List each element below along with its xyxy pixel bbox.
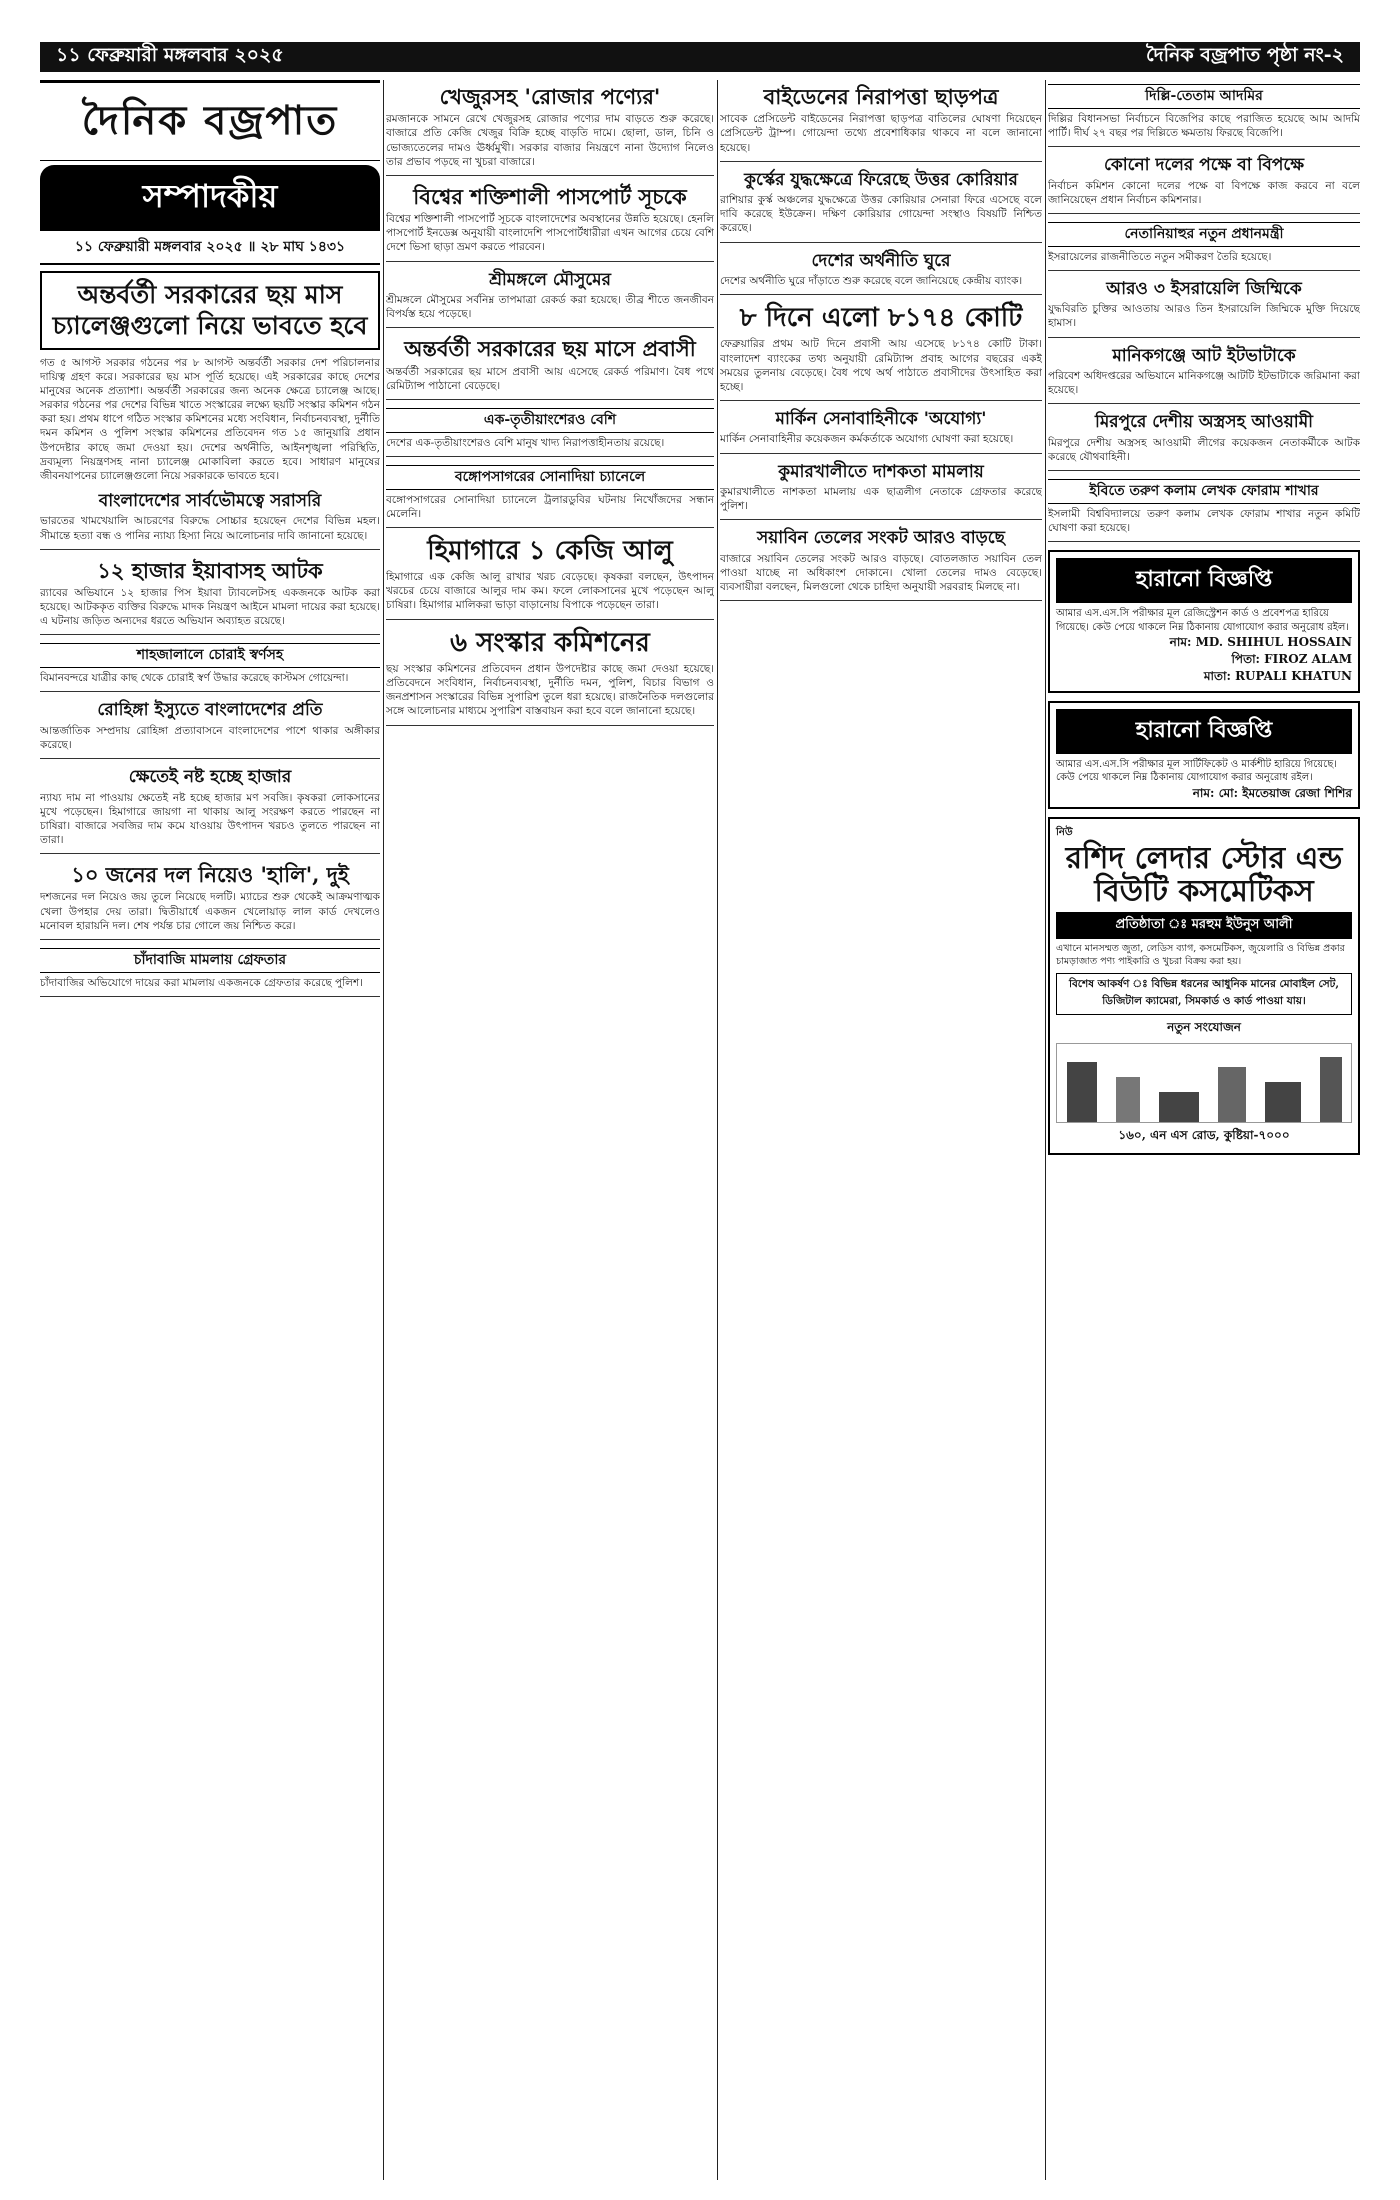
lost-notice-owner: নাম: MD. SHIHUL HOSSAIN: [1169, 635, 1352, 650]
article-headline: সয়াবিন তেলের সংকট আরও বাড়ছে: [757, 528, 1005, 549]
article-separator: [40, 691, 380, 692]
article-separator: [40, 549, 380, 550]
article-headline: ৬ সংস্কার কমিশনের: [450, 627, 650, 658]
article-headline: নেতানিয়াহুর নতুন প্রধানমন্ত্রী: [1048, 222, 1360, 247]
article-body: অন্তর্বর্তী সরকারের ছয় মাসে প্রবাসী আয় এসেছে রেকর্ড পরিমাণ। বৈধ পথে রেমিট্যান্স পাঠানো বেড়েছে।: [386, 365, 714, 392]
article-separator: [1048, 470, 1360, 471]
column-3: [720, 80, 1042, 2180]
product-image: [1116, 1077, 1140, 1122]
column-1-articles: [40, 491, 380, 997]
article-body: রমজানকে সামনে রেখে খেজুরসহ রোজার পণ্যের দাম বাড়তে শুরু করেছে। বাজারে প্রতি কেজি খেজুর বিক্রি হচ্ছে বাড়তি দামে। ছোলা, ডাল, চিনি ও ভোজ্যতেলের দামও ঊর্ধ্বমুখী। সরকার বাজার নিয়ন্ত্রণে নানা উদ্যোগ নিলেও তার প্রভাব পড়ছে না খুচরা বাজারে।: [386, 113, 714, 168]
article-body: ন্যায্য দাম না পাওয়ায় ক্ষেতেই নষ্ট হচ্ছে হাজার মণ সবজি। কৃষকরা লোকসানের মুখে পড়েছেন। হিমাগারে জায়গা না থাকায় আলু সংরক্ষণ করতে পারছেন না চাষিরা। বাজারে সবজির দাম কমে যাওয়ায় উৎপাদন খরচও তুলতে পারছেন না তারা।: [40, 791, 380, 847]
editorial-banner: সম্পাদকীয়: [40, 165, 380, 231]
news-article: [40, 948, 380, 997]
article-separator: [386, 261, 714, 262]
article-headline: ৮ দিনে এলো ৮১৭৪ কোটি: [739, 303, 1023, 334]
article-body: র‍্যাবের অভিযানে ১২ হাজার পিস ইয়াবা ট্যাবলেটসহ একজনকে আটক করা হয়েছে। আটককৃত ব্যক্তির বিরুদ্ধে মাদক নিয়ন্ত্রণ আইনে মামলা দায়ের করা হয়েছে। এ ঘটনায় জড়িত অন্যদের ধরতে অভিযান অব্যাহত রয়েছে।: [40, 586, 380, 628]
article-headline: মার্কিন সেনাবাহিনীকে 'অযোগ্য': [775, 409, 987, 430]
top-bar-page: দৈনিক বজ্রপাত পৃষ্ঠা নং-২: [1145, 44, 1344, 66]
article-headline: ১০ জনের দল নিয়েও 'হালি', দুই: [71, 862, 349, 888]
lost-notice: [1048, 550, 1360, 692]
article-separator: [1048, 213, 1360, 214]
article-headline: দিল্লি-তেতাম আদমির: [1048, 84, 1360, 109]
article-headline: শ্রীমঙ্গলে মৌসুমের: [489, 269, 611, 290]
news-article: [720, 528, 1042, 601]
article-separator: [720, 400, 1042, 401]
lost-notice-owner: পিতা: FIROZ ALAM: [1231, 651, 1352, 666]
product-image: [1218, 1067, 1246, 1122]
article-body: যুদ্ধবিরতি চুক্তির আওতায় আরও তিন ইসরায়েলি জিম্মিকে মুক্তি দিয়েছে হামাস।: [1048, 303, 1360, 330]
article-body: বঙ্গোপসাগরের সোনাদিয়া চ্যানেলে ট্রলারডুবির ঘটনায় নিখোঁজদের সন্ধান মেলেনি।: [386, 493, 714, 520]
article-headline: হিমাগারে ১ কেজি আলু: [427, 535, 673, 566]
article-separator: [720, 453, 1042, 454]
article-body: হিমাগারে এক কেজি আলু রাখার খরচ বেড়েছে। কৃষকরা বলছেন, উৎপাদন খরচের চেয়ে বাজারে আলুর দাম কম। ফলে লোকসানের মুখে পড়েছেন আলু চাষিরা। হিমাগার মালিকরা ভাড়া বাড়ানোয় বিপাকে পড়েছেন তারা।: [386, 571, 714, 612]
article-body: দেশের অর্থনীতি ঘুরে দাঁড়াতে শুরু করেছে বলে জানিয়েছে কেন্দ্রীয় ব্যাংক।: [720, 275, 1023, 287]
lost-notice-body: আমার এস.এস.সি পরীক্ষার মূল সার্টিফিকেট ও মার্কশীট হারিয়ে গিয়েছে। কেউ পেয়ে থাকলে নিম্ন ঠিকানায় যোগাযোগ করার অনুরোধ রইল।: [1056, 758, 1337, 784]
news-article: [40, 643, 380, 692]
article-separator: [386, 725, 714, 726]
lost-notices: [1048, 550, 1360, 809]
news-article: [720, 303, 1042, 401]
shop-founder: প্রতিষ্ঠাতা ঃ মরহুম ইউনুস আলী: [1056, 912, 1352, 939]
article-headline: মিরপুরে দেশীয় অস্ত্রসহ আওয়ামী: [1094, 412, 1314, 433]
article-headline: অন্তর্বর্তী সরকারের ছয় মাসে প্রবাসী: [404, 336, 696, 362]
article-headline: কোনো দলের পক্ষে বা বিপক্ষে: [1103, 155, 1305, 176]
news-article: [386, 336, 714, 400]
news-article: [720, 170, 1042, 243]
product-image: [1067, 1062, 1097, 1122]
news-article: [386, 184, 714, 262]
article-separator: [720, 600, 1042, 601]
article-separator: [386, 399, 714, 400]
article-separator: [386, 619, 714, 620]
article-separator: [386, 175, 714, 176]
article-separator: [386, 327, 714, 328]
article-body: ইসলামী বিশ্ববিদ্যালয়ে তরুণ কলাম লেখক ফোরাম শাখার নতুন কমিটি ঘোষণা করা হয়েছে।: [1048, 507, 1360, 535]
lead-headline: অন্তর্বর্তী সরকারের ছয় মাস চ্যালেঞ্জগুলো নিয়ে ভাবতে হবে: [40, 271, 380, 350]
lost-notice-owner: মাতা: RUPALI KHATUN: [1203, 668, 1352, 683]
news-article: [386, 465, 714, 528]
shop-advertisement: [1048, 817, 1360, 1155]
article-headline: বাইডেনের নিরাপত্তা ছাড়পত্র: [763, 84, 999, 109]
article-body: নির্বাচন কমিশন কোনো দলের পক্ষে বা বিপক্ষে কাজ করবে না বলে জানিয়েছেন প্রধান নির্বাচন কমিশনার।: [1048, 179, 1360, 206]
editorial-dateline: ১১ ফেব্রুয়ারী মঙ্গলবার ২০২৫ ॥ ২৮ মাঘ ১৪৩১: [40, 231, 380, 265]
article-headline: কুমারখালীতে দাশকতা মামলায়: [778, 461, 984, 482]
article-separator: [720, 242, 1042, 243]
article-body: সাবেক প্রেসিডেন্ট বাইডেনের নিরাপত্তা ছাড়পত্র বাতিলের ঘোষণা দিয়েছেন প্রেসিডেন্ট ট্রাম্প। গোয়েন্দা তথ্যে প্রবেশাধিকার থাকবে না বলে জানানো হয়েছে।: [720, 113, 1042, 154]
article-separator: [40, 634, 380, 635]
article-separator: [1048, 146, 1360, 147]
article-body: পরিবেশ অধিদপ্তরের অভিযানে মানিকগঞ্জে আটটি ইটভাটাকে জরিমানা করা হয়েছে।: [1048, 369, 1360, 397]
column-4: [1048, 80, 1360, 2180]
article-separator: [720, 294, 1042, 295]
article-body: দশজনের দল নিয়েও জয় তুলে নিয়েছে দলটি। ম্যাচের শুরু থেকেই আক্রমণাত্মক খেলা উপহার দেয় তারা। দ্বিতীয়ার্ধে একজন খেলোয়াড় লাল কার্ড দেখলেও মনোবল হারায়নি দল। শেষ পর্যন্ত চার গোলে জয় নিশ্চিত করে।: [40, 891, 380, 932]
article-separator: [1048, 270, 1360, 271]
article-body: মার্কিন সেনাবাহিনীর কয়েকজন কর্মকর্তাকে অযোগ্য ঘোষণা করা হয়েছে।: [720, 433, 1014, 446]
article-separator: [720, 161, 1042, 162]
article-body: ফেব্রুয়ারির প্রথম আট দিনে প্রবাসী আয় এসেছে ৮১৭৪ কোটি টাকা। বাংলাদেশ ব্যাংকের তথ্য অনুযায়ী রেমিট্যান্স প্রবাহ আগের বছরের একই সময়ের তুলনায় বেড়েছে। বৈধ পথে অর্থ পাঠাতে প্রবাসীদের উৎসাহিত করা হচ্ছে।: [720, 338, 1042, 393]
news-article: [1048, 479, 1360, 542]
article-separator: [386, 456, 714, 457]
article-body: দিল্লির বিধানসভা নির্বাচনে বিজেপির কাছে পরাজিত হয়েছে আম আদমি পার্টি। দীর্ঘ ২৭ বছর পর দিল্লিতে ক্ষমতায় ফিরছে বিজেপি।: [1048, 112, 1360, 139]
column-divider: [717, 80, 718, 2180]
article-headline: ১২ হাজার ইয়াবাসহ আটক: [97, 557, 323, 583]
article-headline: ক্ষেতেই নষ্ট হচ্ছে হাজার: [128, 767, 292, 788]
lost-notice: [1048, 701, 1360, 810]
article-separator: [1048, 337, 1360, 338]
article-headline: বিশ্বের শক্তিশালী পাসপোর্ট সূচকে: [413, 183, 687, 209]
news-article: [1048, 346, 1360, 405]
article-headline: খেজুরসহ 'রোজার পণ্যের': [439, 84, 661, 109]
news-article: [386, 270, 714, 329]
article-headline: চাঁদাবাজি মামলায় গ্রেফতার: [40, 948, 380, 973]
product-image: [1159, 1092, 1199, 1122]
column-4-articles: [1048, 84, 1360, 542]
news-article: [1048, 155, 1360, 214]
article-body: ছয় সংস্কার কমিশনের প্রতিবেদন প্রধান উপদেষ্টার কাছে জমা দেওয়া হয়েছে। প্রতিবেদনে সংবিধান, নির্বাচনব্যবস্থা, দুর্নীতি দমন, পুলিশ, বিচার বিভাগ ও জনপ্রশাসন সংস্কারের বিভিন্ন সুপারিশ তুলে ধরা হয়েছে। রাজনৈতিক দলগুলোর সঙ্গে আলোচনার মাধ্যমে সুপারিশ বাস্তবায়ন করা হবে বলে জানানো হয়েছে।: [386, 662, 714, 718]
article-separator: [1048, 541, 1360, 542]
article-headline: রোহিঙ্গা ইস্যুতে বাংলাদেশের প্রতি: [97, 700, 323, 721]
article-body: আন্তর্জাতিক সম্প্রদায় রোহিঙ্গা প্রত্যাবাসনে বাংলাদেশের পাশে থাকার অঙ্গীকার করেছে।: [40, 724, 380, 752]
article-separator: [386, 527, 714, 528]
news-article: [40, 767, 380, 854]
lost-notice-owner: নাম: মো: ইমতেয়াজ রেজা শিশির: [1192, 785, 1352, 800]
news-article: [1048, 222, 1360, 271]
news-article: [40, 862, 380, 940]
news-article: [720, 409, 1042, 454]
article-body: বিশ্বের শক্তিশালী পাসপোর্ট সূচকে বাংলাদেশের অবস্থানের উন্নতি হয়েছে। হেনলি পাসপোর্ট ইনডেক্স অনুযায়ী বাংলাদেশি পাসপোর্টধারীরা এখন আগের চেয়ে বেশি দেশে ভিসা ছাড়া ভ্রমণ করতে পারবেন।: [386, 213, 714, 254]
article-headline: বঙ্গোপসাগরের সোনাদিয়া চ্যানেলে: [386, 465, 714, 490]
article-body: বিমানবন্দরে যাত্রীর কাছ থেকে চোরাই স্বর্ণ উদ্ধার করেছে কাস্টমস গোয়েন্দা।: [40, 672, 349, 685]
news-article: [720, 84, 1042, 162]
news-article: [720, 251, 1042, 296]
news-article: [386, 408, 714, 457]
news-article: [40, 491, 380, 550]
article-body: কুমারখালীতে নাশকতা মামলায় এক ছাত্রলীগ নেতাকে গ্রেফতার করেছে পুলিশ।: [720, 486, 1042, 513]
lost-notice-title: হারানো বিজ্ঞপ্তি: [1056, 558, 1352, 603]
column-divider: [1045, 80, 1046, 2180]
news-article: [386, 628, 714, 726]
article-headline: দেশের অর্থনীতি ঘুরে: [811, 250, 951, 271]
news-article: [40, 700, 380, 759]
article-separator: [1048, 403, 1360, 404]
news-article: [386, 84, 714, 176]
product-photo-strip: [1056, 1043, 1352, 1123]
article-headline: মানিকগঞ্জে আট ইটভাটাকে: [1112, 345, 1296, 366]
article-body: রাশিয়ার কুর্স্ক অঞ্চলের যুদ্ধক্ষেত্রে উত্তর কোরিয়ার সেনারা ফিরে এসেছে বলে দাবি করেছে ইউক্রেন। দক্ষিণ কোরিয়ার গোয়েন্দা সংস্থাও বিষয়টি নিশ্চিত করেছে।: [720, 194, 1042, 235]
news-article: [1048, 412, 1360, 471]
news-article: [386, 536, 714, 620]
masthead-title: দৈনিক বজ্রপাত: [40, 80, 380, 161]
top-bar: [40, 42, 1360, 72]
article-headline: শাহজালালে চোরাই স্বর্ণসহ: [40, 643, 380, 668]
article-separator: [40, 996, 380, 997]
article-separator: [40, 853, 380, 854]
article-headline: ইবিতে তরুণ কলাম লেখক ফোরাম শাখার: [1048, 479, 1360, 504]
top-bar-date: ১১ ফেব্রুয়ারী মঙ্গলবার ২০২৫: [56, 44, 284, 66]
column-2-articles: [386, 84, 714, 726]
article-body: বাজারে সয়াবিন তেলের সংকট আরও বাড়ছে। বোতলজাত সয়াবিন তেল পাওয়া যাচ্ছে না অধিকাংশ দোকানে। খোলা তেলের দামও বেড়েছে। ব্যবসায়ীরা বলছেন, মিলগুলো থেকে চাহিদা অনুযায়ী সরবরাহ মিলছে না।: [720, 552, 1042, 594]
column-2: [386, 80, 714, 2180]
article-body: চাঁদাবাজির অভিযোগে দায়ের করা মামলায় একজনকে গ্রেফতার করেছে পুলিশ।: [40, 976, 363, 989]
article-separator: [40, 758, 380, 759]
article-separator: [40, 939, 380, 940]
article-headline: বাংলাদেশের সার্বভৌমত্বে সরাসরি: [98, 491, 322, 512]
article-body: শ্রীমঙ্গলে মৌসুমের সর্বনিম্ন তাপমাত্রা রেকর্ড করা হয়েছে। তীব্র শীতে জনজীবন বিপর্যস্ত হয়ে পড়েছে।: [386, 293, 714, 321]
article-headline: আরও ৩ ইসরায়েলি জিম্মিকে: [1106, 278, 1302, 299]
newspaper-page: [40, 80, 1360, 2180]
news-article: [40, 558, 380, 636]
shop-tag: নিউ: [1056, 827, 1073, 839]
shop-description: এখানে মানসম্মত জুতা, লেডিস ব্যাগ, কসমেটিকস, জুয়েলারি ও বিভিন্ন প্রকার চামড়াজাত পণ্য পাইকারি ও খুচরা বিক্রয় করা হয়।: [1056, 943, 1345, 968]
article-headline: কুর্স্কের যুদ্ধক্ষেত্রে ফিরেছে উত্তর কোরিয়ার: [744, 169, 1018, 190]
lost-notice-body: আমার এস.এস.সি পরীক্ষার মূল রেজিস্ট্রেশন কার্ড ও প্রবেশপত্র হারিয়ে গিয়েছে। কেউ পেয়ে থাকলে নিম্ন ঠিকানায় যোগাযোগ করার অনুরোধ রইল।: [1056, 608, 1349, 633]
lost-notice-title: হারানো বিজ্ঞপ্তি: [1056, 709, 1352, 754]
article-body: মিরপুরে দেশীয় অস্ত্রসহ আওয়ামী লীগের কয়েকজন নেতাকর্মীকে আটক করেছে যৌথবাহিনী।: [1048, 436, 1360, 463]
article-body: ভারতের খামখেয়ালি আচরণের বিরুদ্ধে সোচ্চার হয়েছেন দেশের বিভিন্ন মহল। সীমান্তে হত্যা বন্ধ ও পানির ন্যায্য হিস্যা নিয়ে আলোচনার দাবি জানানো হয়েছে।: [40, 515, 380, 542]
news-article: [1048, 279, 1360, 338]
column-divider: [383, 80, 384, 2180]
article-headline: এক-তৃতীয়াংশেরও বেশি: [386, 408, 714, 433]
product-image: [1265, 1082, 1301, 1122]
news-article: [1048, 84, 1360, 147]
column-3-articles: [720, 84, 1042, 601]
shop-name: রশিদ লেদার স্টোর এন্ড বিউটি কসমেটিকস: [1065, 841, 1343, 910]
column-1: [40, 80, 380, 2180]
shop-new-arrivals: নতুন সংযোজন: [1167, 1020, 1241, 1034]
article-separator: [720, 519, 1042, 520]
lead-body: গত ৫ আগস্ট সরকার গঠনের পর ৮ আগস্ট অন্তর্বর্তী সরকার দেশ পরিচালনার দায়িত্ব গ্রহণ করে। সরকারের ছয় মাস পূর্তি হয়েছে। এই সরকারের কাছে দেশের মানুষের অনেক প্রত্যাশা। অন্তর্বর্তী সরকারের জন্য অনেক ক্ষেত্রে চ্যালেঞ্জ আছে। সরকার গঠনের পর দেশের বিভিন্ন খাতে সংস্কারের লক্ষ্যে ছয়টি সংস্কার কমিশন গঠন করা হয়। প্রথম ধাপে গঠিত সংস্কার কমিশনের মধ্যে সংবিধান, নির্বাচনব্যবস্থা, দুর্নীতি দমন কমিশন ও পুলিশ সংস্কার কমিশনের প্রতিবেদন গত ১৫ জানুয়ারি প্রধান উপদেষ্টার কাছে জমা দেওয়া হয়। দেশের অর্থনীতি, আইনশৃঙ্খলা পরিস্থিতি, দ্রব্যমূল্য নিয়ন্ত্রণসহ নানা চ্যালেঞ্জ মোকাবিলা করতে হবে। সাধারণ মানুষের জীবনযাপনের চ্যালেঞ্জগুলো নিয়ে সরকারকে ভাবতে হবে।: [40, 356, 380, 482]
article-body: দেশের এক-তৃতীয়াংশেরও বেশি মানুষ খাদ্য নিরাপত্তাহীনতায় রয়েছে।: [386, 436, 665, 449]
shop-address: ১৬০, এন এস রোড, কুষ্টিয়া-৭০০০: [1118, 1128, 1290, 1142]
product-image: [1320, 1057, 1342, 1122]
article-body: ইসরায়েলের রাজনীতিতে নতুন সমীকরণ তৈরি হয়েছে।: [1048, 250, 1272, 263]
news-article: [720, 462, 1042, 521]
shop-special-offer: বিশেষ আকর্ষণ ঃ বিভিন্ন ধরনের আধুনিক মানের মোবাইল সেট, ডিজিটাল ক্যামেরা, সিমকার্ড ও কার্ড পাওয়া যায়।: [1056, 973, 1352, 1015]
